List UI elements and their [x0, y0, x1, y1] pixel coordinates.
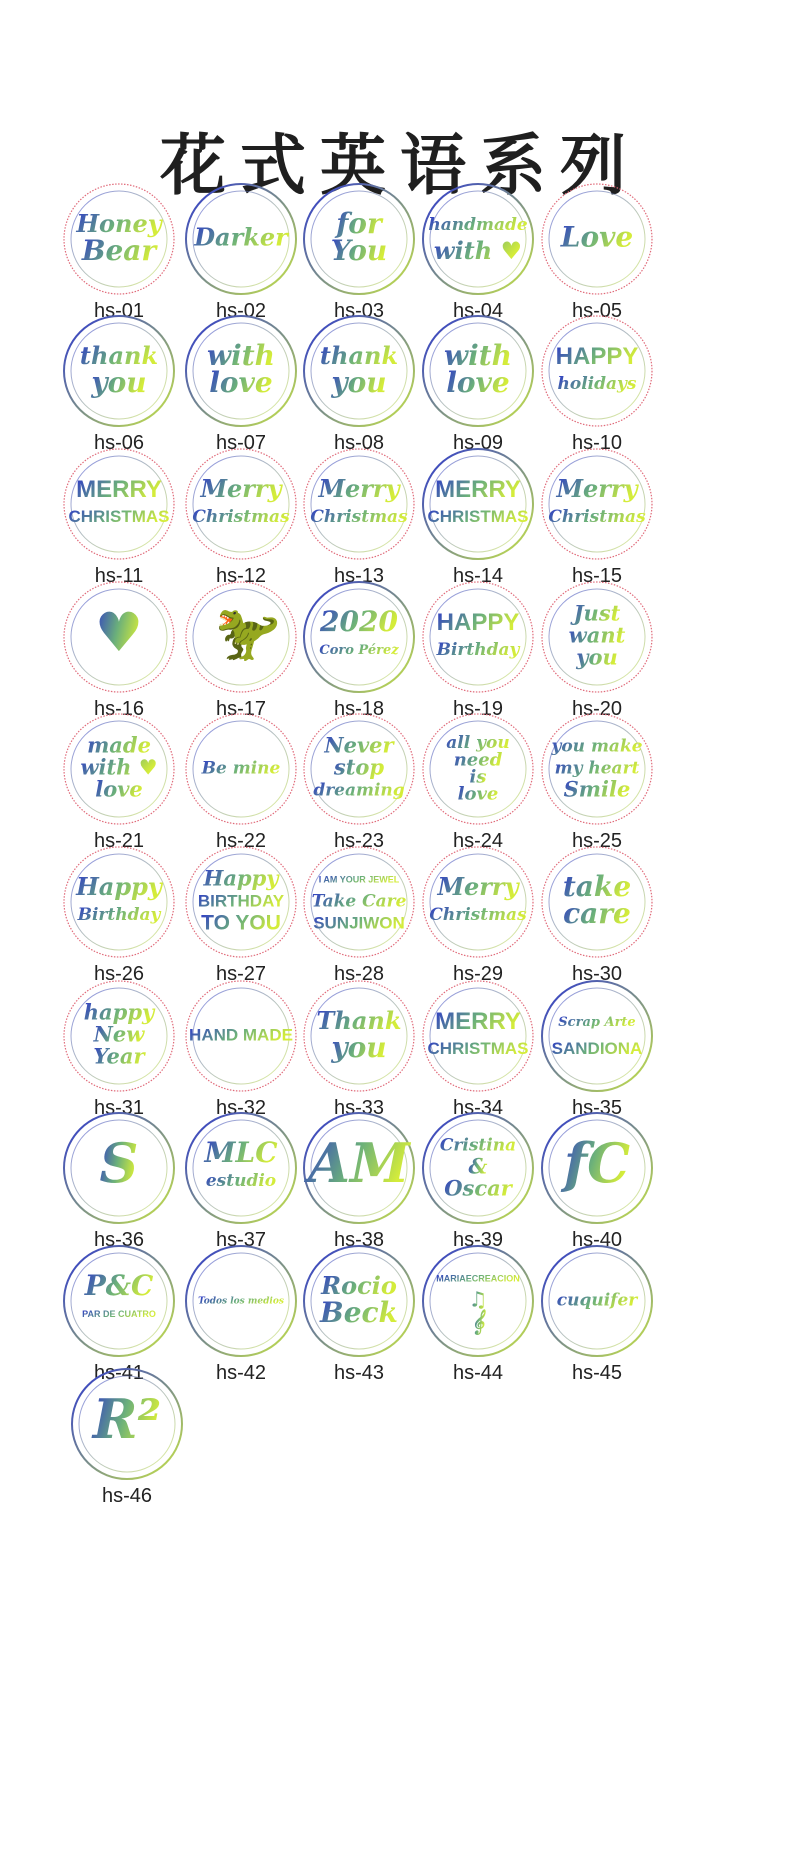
stamp-motif-text: holidays: [557, 374, 637, 394]
stamp-motif-text: Oscar: [444, 1175, 512, 1201]
stamp-motif-text: cuquifer: [556, 1290, 638, 1311]
stamp-motif-text: S: [99, 1131, 139, 1196]
stamp-outline: [64, 847, 174, 957]
stamp-seal-icon: [419, 445, 537, 563]
stamp-code-label: hs-36: [93, 1229, 145, 1251]
stamp-motif-text: Honey: [76, 209, 162, 238]
stamp-seal-icon: [538, 445, 656, 563]
stamp-motif-text: Year: [93, 1043, 145, 1069]
stamp-code-label: hs-42: [215, 1362, 267, 1384]
stamp-seal-icon: [538, 180, 656, 298]
stamp-code-label: hs-30: [571, 963, 623, 985]
stamp-seal-icon: [419, 312, 537, 430]
stamp-motif-text: Cristina: [439, 1135, 517, 1156]
stamp-code-label: hs-10: [571, 432, 623, 454]
stamp-outline: [423, 981, 533, 1091]
stamp-motif-text: Christmas: [548, 507, 646, 527]
stamp-seal-icon: [60, 1109, 178, 1227]
stamp-motif-text: ♫: [468, 1286, 488, 1312]
stamp-motif-text: Birthday: [77, 905, 161, 925]
stamp-motif-text: CHRISTMAS: [427, 1038, 529, 1058]
stamp-code-label: hs-41: [93, 1362, 145, 1384]
stamp-code-label: hs-13: [333, 565, 385, 587]
stamp-code-label: hs-45: [571, 1362, 623, 1384]
stamp-code-label: hs-03: [333, 300, 385, 322]
stamp-inner-ring: [430, 988, 526, 1084]
stamp-motif-text: Merry: [437, 872, 519, 901]
stamp-code-label: hs-07: [215, 432, 267, 454]
stamp-seal-icon: [419, 1242, 537, 1360]
stamp-motif-text: Beck: [320, 1296, 398, 1329]
stamp-motif-text: fC: [563, 1131, 631, 1196]
stamp-motif-text: I AM YOUR JEWEL: [318, 874, 400, 885]
stamp-code-label: hs-27: [215, 963, 267, 985]
stamp-motif-text: with: [443, 339, 513, 372]
stamp-motif-text: you make: [551, 736, 643, 757]
stamp-seal-icon: [60, 578, 178, 696]
stamp-motif-text: MLC: [204, 1136, 278, 1169]
stamp-motif-text: CHRISTMAS: [68, 506, 170, 526]
stamp-seal-icon: [538, 1242, 656, 1360]
stamp-code-label: hs-21: [93, 830, 145, 852]
stamp-motif-text: for: [336, 207, 382, 240]
stamp-motif-text: Never: [324, 732, 394, 758]
stamp-motif-text: dreaming: [313, 780, 405, 801]
stamp-motif-text: love: [209, 366, 273, 399]
stamp-motif-text: SUNJIWON: [313, 913, 405, 933]
stamp-motif-text: with: [206, 339, 276, 372]
stamp-seal-icon: [538, 1109, 656, 1227]
stamp-code-label: hs-25: [571, 830, 623, 852]
stamp-code-label: hs-39: [452, 1229, 504, 1251]
stamp-seal-icon: [182, 1109, 300, 1227]
stamp-motif-text: HAND MADE: [189, 1025, 293, 1045]
stamp-motif-text: Take Care: [311, 891, 407, 912]
stamp-inner-ring: [549, 323, 645, 419]
stamp-seal-icon: [419, 977, 537, 1095]
stamp-motif-text: MERRY: [435, 1007, 521, 1035]
stamp-item[interactable]: [526, 1242, 668, 1414]
stamp-seal-icon: [300, 180, 418, 298]
stamp-inner-ring: [71, 854, 167, 950]
stamp-motif-text: 2020: [320, 605, 398, 638]
stamp-motif-text: with ♥: [433, 236, 523, 265]
page-title: 花式英语系列: [160, 127, 640, 204]
stamp-motif-text: Christmas: [429, 905, 527, 925]
stamp-seal-icon: [419, 843, 537, 961]
stamp-motif-text: Merry: [200, 474, 282, 503]
stamp-code-label: hs-16: [93, 698, 145, 720]
stamp-motif-text: care: [563, 897, 631, 930]
stamp-motif-text: AM: [308, 1131, 410, 1196]
stamp-code-label: hs-23: [333, 830, 385, 852]
stamp-motif-text: thank: [319, 341, 399, 370]
stamp-seal-icon: [182, 710, 300, 828]
stamp-outline: [542, 316, 652, 426]
stamp-motif-text: 𝄞: [471, 1308, 485, 1334]
stamp-code-label: hs-37: [215, 1229, 267, 1251]
stamp-code-label: hs-06: [93, 432, 145, 454]
stamp-seal-icon: [182, 312, 300, 430]
stamp-seal-icon: [419, 578, 537, 696]
stamp-code-label: hs-31: [93, 1097, 145, 1119]
stamp-motif-text: estudio: [205, 1171, 277, 1191]
stamp-code-label: hs-15: [571, 565, 623, 587]
stamp-motif-text: HAPPY: [555, 342, 639, 370]
stamp-motif-text: &: [468, 1153, 488, 1179]
stamp-code-label: hs-46: [101, 1485, 153, 1507]
stamp-seal-icon: [300, 710, 418, 828]
stamp-code-label: hs-44: [452, 1362, 504, 1384]
stamp-seal-icon: [300, 977, 418, 1095]
stamp-motif-text: you: [331, 366, 387, 399]
stamp-motif-text: made: [87, 732, 151, 758]
stamp-motif-text: SANDIONA: [551, 1038, 643, 1058]
stamp-code-label: hs-29: [452, 963, 504, 985]
stamp-seal-icon: [60, 1242, 178, 1360]
stamp-motif-text: Just: [573, 600, 621, 626]
stamp-motif-text: Christmas: [192, 507, 290, 527]
stamp-code-label: hs-35: [571, 1097, 623, 1119]
stamp-code-label: hs-26: [93, 963, 145, 985]
stamp-motif-text: with ♥: [80, 754, 158, 780]
stamp-outline: [423, 449, 533, 559]
stamp-seal-icon: [182, 578, 300, 696]
stamp-motif-text: you: [331, 1031, 387, 1064]
stamp-seal-icon: [182, 1242, 300, 1360]
stamp-outline: [542, 449, 652, 559]
stamp-inner-ring: [311, 456, 407, 552]
stamp-motif-text: thank: [79, 341, 159, 370]
stamp-motif-text: is: [469, 766, 487, 788]
stamp-motif-text: Merry: [556, 474, 638, 503]
stamp-motif-text: Thank: [316, 1006, 402, 1035]
stamp-motif-text: handmade: [428, 215, 528, 235]
stamp-motif-text: R²: [92, 1387, 162, 1452]
stamp-code-label: hs-24: [452, 830, 504, 852]
stamp-code-label: hs-28: [333, 963, 385, 985]
stamp-motif-text: Christmas: [310, 507, 408, 527]
stamp-motif-text: BIRTHDAY: [197, 891, 285, 911]
stamp-motif-text: Happy: [76, 872, 162, 901]
stamp-motif-text: you: [91, 366, 147, 399]
stamp-motif-text: my heart: [554, 758, 640, 779]
stamp-code-label: hs-38: [333, 1229, 385, 1251]
stamp-seal-icon: [538, 710, 656, 828]
stamp-seal-icon: [182, 977, 300, 1095]
stamp-seal-icon: [60, 710, 178, 828]
stamp-seal-icon: [182, 445, 300, 563]
stamp-motif-text: HAPPY: [436, 608, 520, 636]
stamp-outline: [542, 981, 652, 1091]
stamp-code-label: hs-22: [215, 830, 267, 852]
stamp-motif-text: love: [95, 776, 143, 802]
stamp-seal-icon: [60, 180, 178, 298]
stamp-code-label: hs-18: [333, 698, 385, 720]
stamp-motif-text: 🦖: [207, 600, 275, 665]
stamp-seal-icon: [538, 977, 656, 1095]
stamp-outline: [423, 847, 533, 957]
stamp-code-label: hs-11: [94, 565, 144, 587]
stamp-motif-text: take: [562, 870, 632, 903]
stamp-seal-icon: [68, 1365, 186, 1483]
stamp-motif-text: ♥: [94, 600, 144, 665]
stamp-motif-text: all you: [446, 733, 510, 753]
stamp-seal-icon: [538, 843, 656, 961]
stamp-motif-text: MARIAECREACION: [436, 1273, 520, 1284]
stamp-code-label: hs-08: [333, 432, 385, 454]
stamp-motif-text: Birthday: [436, 640, 520, 660]
stamp-outline: [64, 449, 174, 559]
stamp-motif-text: Coro Pérez: [319, 643, 399, 658]
stamp-code-label: hs-43: [333, 1362, 385, 1384]
stamp-motif-text: Todos los medios: [198, 1296, 284, 1307]
stamp-seal-icon: [300, 312, 418, 430]
stamp-inner-ring: [430, 589, 526, 685]
stamp-seal-icon: [300, 1109, 418, 1227]
stamp-code-label: hs-34: [452, 1097, 504, 1119]
stamp-code-label: hs-17: [215, 698, 267, 720]
stamp-seal-icon: [538, 312, 656, 430]
stamp-seal-icon: [60, 445, 178, 563]
stamp-motif-text: happy: [83, 999, 155, 1025]
stamp-outline: [423, 582, 533, 692]
stamp-seal-icon: [300, 1242, 418, 1360]
stamp-motif-text: Be mine: [201, 758, 281, 779]
stamp-seal-icon: [419, 710, 537, 828]
stamp-code-label: hs-32: [215, 1097, 267, 1119]
stamp-motif-text: stop: [333, 754, 385, 780]
stamp-seal-icon: [538, 578, 656, 696]
stamp-seal-icon: [300, 445, 418, 563]
stamp-code-label: hs-02: [215, 300, 267, 322]
stamp-seal-icon: [300, 843, 418, 961]
stamp-code-label: hs-01: [93, 300, 145, 322]
stamp-inner-ring: [549, 456, 645, 552]
stamp-seal-icon: [182, 180, 300, 298]
stamp-motif-text: need: [453, 749, 503, 771]
stamp-outline: [186, 449, 296, 559]
stamp-code-label: hs-04: [452, 300, 504, 322]
stamp-code-label: hs-14: [452, 565, 504, 587]
stamp-code-label: hs-12: [215, 565, 267, 587]
stamp-outline: [304, 449, 414, 559]
stamp-motif-text: Smile: [563, 776, 631, 802]
stamp-motif-text: Love: [560, 220, 634, 254]
stamp-inner-ring: [71, 456, 167, 552]
stamp-code-label: hs-40: [571, 1229, 623, 1251]
stamp-code-label: hs-19: [452, 698, 504, 720]
stamp-inner-ring: [430, 854, 526, 950]
stamp-motif-text: Scrap Arte: [558, 1015, 636, 1030]
stamp-inner-ring: [430, 456, 526, 552]
stamp-motif-text: Merry: [318, 474, 400, 503]
stamp-seal-icon: [60, 312, 178, 430]
stamp-seal-icon: [60, 843, 178, 961]
stamp-motif-text: want: [568, 622, 626, 648]
stamp-motif-text: Rocio: [321, 1271, 397, 1300]
stamp-inner-ring: [193, 456, 289, 552]
stamp-motif-text: TO YOU: [201, 911, 281, 935]
stamp-motif-text: CHRISTMAS: [427, 506, 529, 526]
stamp-motif-text: You: [330, 234, 388, 267]
stamp-motif-text: MERRY: [435, 475, 521, 503]
stamp-motif-text: P&C: [84, 1269, 154, 1302]
stamp-code-label: hs-33: [333, 1097, 385, 1119]
stamp-inner-ring: [549, 988, 645, 1084]
stamp-seal-icon: [182, 843, 300, 961]
stamp-seal-icon: [419, 180, 537, 298]
stamp-motif-text: Bear: [81, 234, 157, 267]
stamp-seal-icon: [300, 578, 418, 696]
stamp-code-label: hs-09: [452, 432, 504, 454]
stamp-seal-icon: [60, 977, 178, 1095]
stamp-motif-text: New: [93, 1021, 145, 1047]
stamp-motif-text: love: [446, 366, 510, 399]
stamp-item[interactable]: [56, 1365, 198, 1537]
stamp-code-label: hs-05: [571, 300, 623, 322]
stamp-motif-text: Darker: [194, 222, 288, 252]
stamp-motif-text: PAR DE CUATRO: [82, 1308, 156, 1319]
stamp-seal-icon: [419, 1109, 537, 1227]
stamp-motif-text: Happy: [203, 865, 279, 891]
stamp-motif-text: MERRY: [76, 475, 162, 503]
stamp-motif-text: love: [457, 783, 499, 805]
stamp-motif-text: you: [576, 644, 618, 670]
stamp-code-label: hs-20: [571, 698, 623, 720]
